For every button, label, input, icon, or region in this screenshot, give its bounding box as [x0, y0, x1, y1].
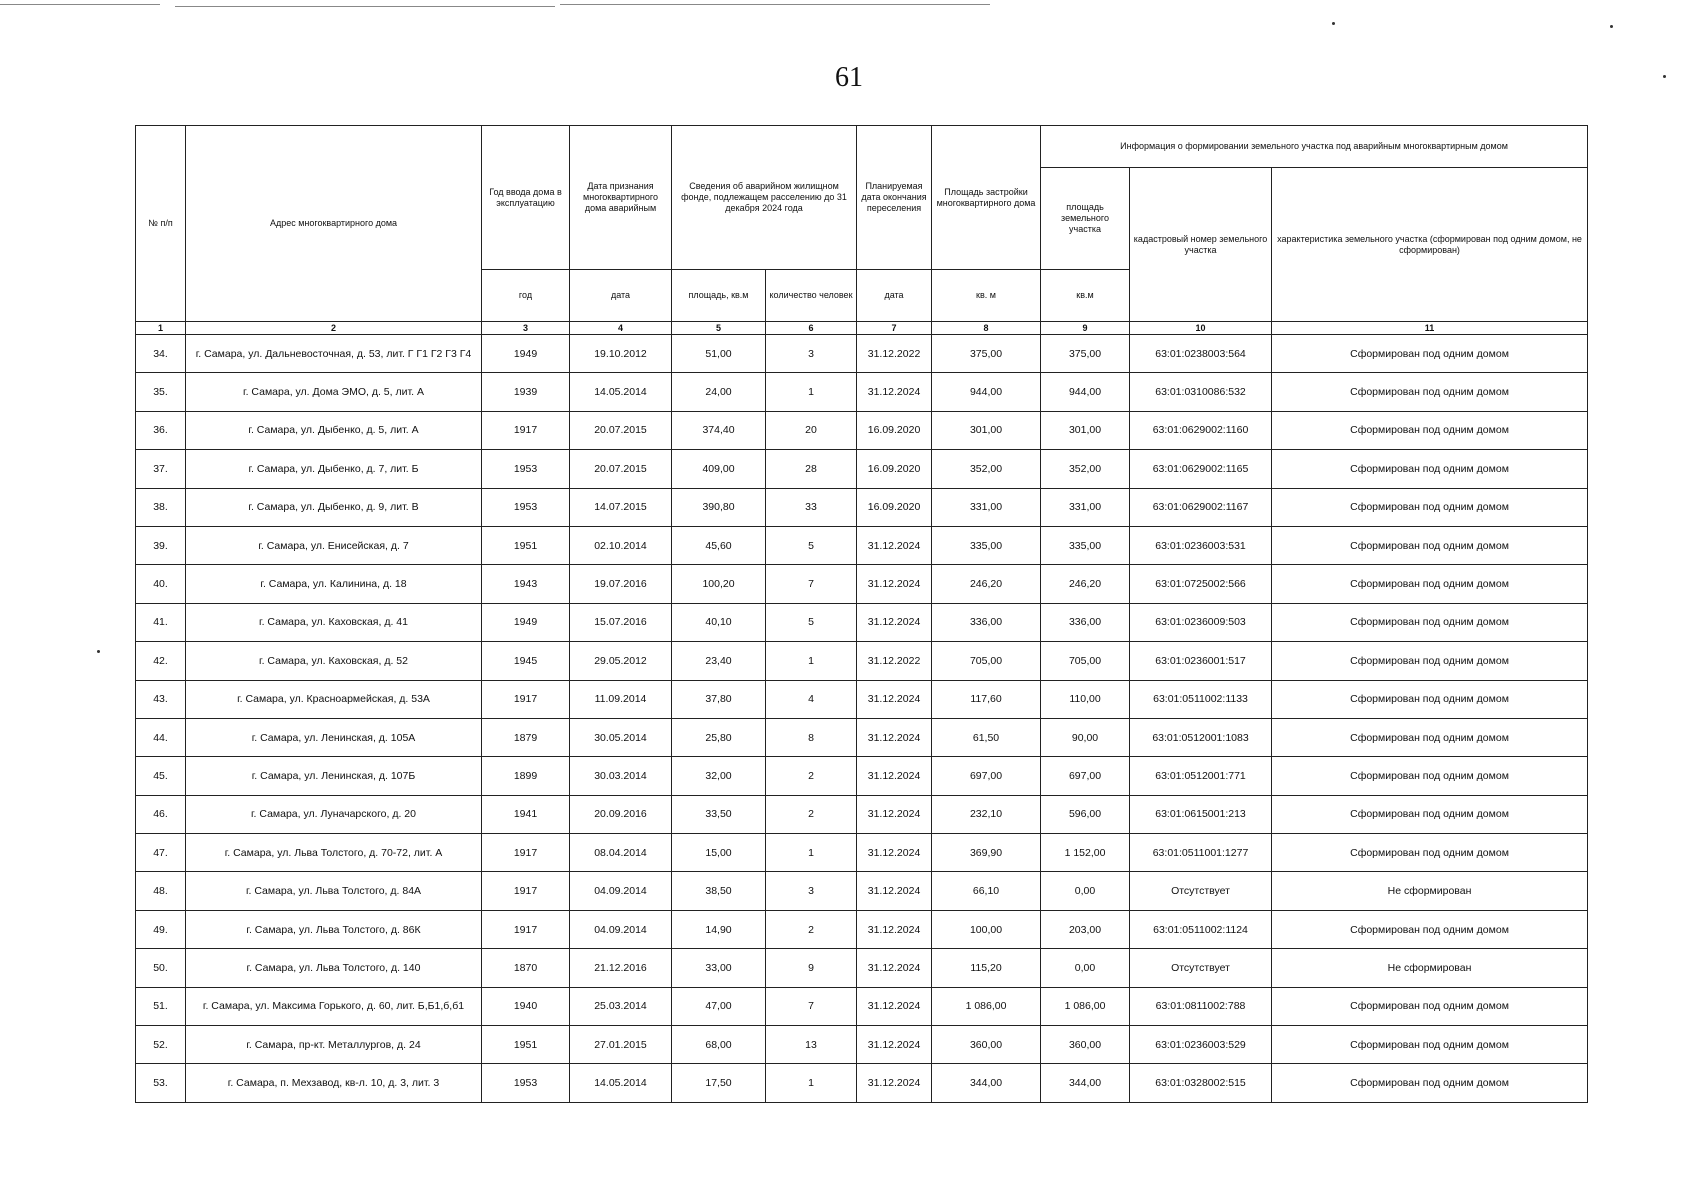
table-row [136, 718, 1588, 756]
land-status-cell: Сформирован под одним домом [1272, 488, 1588, 526]
people-count-cell: 1 [766, 373, 857, 411]
header-date-emergency: Дата признания многоквартирного дома аварийным [570, 126, 672, 270]
emergency-date-cell: 30.05.2014 [570, 718, 672, 756]
column-number: 8 [932, 322, 1041, 335]
address-cell: г. Самара, ул. Льва Толстого, д. 140 [186, 949, 482, 987]
year-cell: 1943 [482, 565, 570, 603]
emergency-date-cell: 21.12.2016 [570, 949, 672, 987]
table-row [136, 603, 1588, 641]
scan-speck [97, 650, 100, 653]
people-count-cell: 7 [766, 987, 857, 1025]
land-status-cell: Сформирован под одним домом [1272, 565, 1588, 603]
address-cell: г. Самара, ул. Ленинская, д. 105А [186, 718, 482, 756]
land-status-cell: Сформирован под одним домом [1272, 411, 1588, 449]
scan-speck [1332, 22, 1335, 25]
address-cell: г. Самара, ул. Луначарского, д. 20 [186, 795, 482, 833]
planned-date-cell: 31.12.2024 [857, 718, 932, 756]
emergency-date-cell: 19.07.2016 [570, 565, 672, 603]
row-number: 40. [136, 565, 186, 603]
land-status-cell: Сформирован под одним домом [1272, 373, 1588, 411]
year-cell: 1939 [482, 373, 570, 411]
emergency-date-cell: 29.05.2012 [570, 642, 672, 680]
area-cell: 15,00 [672, 834, 766, 872]
planned-date-cell: 31.12.2024 [857, 680, 932, 718]
table-row [136, 872, 1588, 910]
row-number: 37. [136, 450, 186, 488]
emergency-date-cell: 30.03.2014 [570, 757, 672, 795]
column-number: 3 [482, 322, 570, 335]
row-number: 52. [136, 1026, 186, 1064]
header-building-area: Площадь застройки многоквартирного дома [932, 126, 1041, 270]
header-unit-date: дата [570, 270, 672, 322]
planned-date-cell: 31.12.2024 [857, 373, 932, 411]
area-cell: 409,00 [672, 450, 766, 488]
land-status-cell: Сформирован под одним домом [1272, 526, 1588, 564]
column-number: 10 [1130, 322, 1272, 335]
cadastral-number-cell: 63:01:0629002:1165 [1130, 450, 1272, 488]
header-unit-people: количество человек [766, 270, 857, 322]
building-area-cell: 117,60 [932, 680, 1041, 718]
table-row [136, 373, 1588, 411]
people-count-cell: 2 [766, 795, 857, 833]
address-cell: г. Самара, ул. Каховская, д. 41 [186, 603, 482, 641]
table-row [136, 335, 1588, 373]
building-area-cell: 66,10 [932, 872, 1041, 910]
header-emergency-info: Сведения об аварийном жилищном фонде, подлежащем расселению до 31 декабря 2024 года [672, 126, 857, 270]
area-cell: 47,00 [672, 987, 766, 1025]
emergency-date-cell: 04.09.2014 [570, 910, 672, 948]
people-count-cell: 5 [766, 603, 857, 641]
table-row [136, 450, 1588, 488]
land-area-cell: 596,00 [1041, 795, 1130, 833]
land-area-cell: 110,00 [1041, 680, 1130, 718]
row-number: 48. [136, 872, 186, 910]
scan-artifact-line [560, 4, 990, 5]
address-cell: г. Самара, ул. Дома ЭМО, д. 5, лит. А [186, 373, 482, 411]
row-number: 43. [136, 680, 186, 718]
land-area-cell: 203,00 [1041, 910, 1130, 948]
row-number: 39. [136, 526, 186, 564]
cadastral-number-cell: Отсутствует [1130, 872, 1272, 910]
emergency-date-cell: 20.07.2015 [570, 450, 672, 488]
column-number: 11 [1272, 322, 1588, 335]
people-count-cell: 5 [766, 526, 857, 564]
address-cell: г. Самара, ул. Дальневосточная, д. 53, лит. Г Г1 Г2 Г3 Г4 [186, 335, 482, 373]
planned-date-cell: 31.12.2024 [857, 795, 932, 833]
building-area-cell: 1 086,00 [932, 987, 1041, 1025]
planned-date-cell: 31.12.2024 [857, 757, 932, 795]
land-area-cell: 360,00 [1041, 1026, 1130, 1064]
cadastral-number-cell: 63:01:0328002:515 [1130, 1064, 1272, 1103]
building-area-cell: 61,50 [932, 718, 1041, 756]
planned-date-cell: 31.12.2022 [857, 642, 932, 680]
land-status-cell: Сформирован под одним домом [1272, 987, 1588, 1025]
land-status-cell: Сформирован под одним домом [1272, 335, 1588, 373]
building-area-cell: 369,90 [932, 834, 1041, 872]
cadastral-number-cell: 63:01:0811002:788 [1130, 987, 1272, 1025]
area-cell: 32,00 [672, 757, 766, 795]
header-unit-sqm2: кв.м [1041, 270, 1130, 322]
area-cell: 40,10 [672, 603, 766, 641]
column-number: 7 [857, 322, 932, 335]
year-cell: 1951 [482, 526, 570, 564]
address-cell: г. Самара, ул. Калинина, д. 18 [186, 565, 482, 603]
year-cell: 1953 [482, 488, 570, 526]
emergency-date-cell: 27.01.2015 [570, 1026, 672, 1064]
table-row [136, 1026, 1588, 1064]
header-land-info: Информация о формировании земельного участка под аварийным многоквартирным домом [1041, 126, 1588, 168]
cadastral-number-cell: 63:01:0615001:213 [1130, 795, 1272, 833]
row-number: 47. [136, 834, 186, 872]
land-area-cell: 697,00 [1041, 757, 1130, 795]
land-status-cell: Сформирован под одним домом [1272, 718, 1588, 756]
land-area-cell: 344,00 [1041, 1064, 1130, 1103]
building-area-cell: 246,20 [932, 565, 1041, 603]
header-land-area: площадь земельного участка [1041, 168, 1130, 270]
area-cell: 38,50 [672, 872, 766, 910]
table-row [136, 680, 1588, 718]
row-number: 38. [136, 488, 186, 526]
column-number: 1 [136, 322, 186, 335]
planned-date-cell: 16.09.2020 [857, 450, 932, 488]
row-number: 42. [136, 642, 186, 680]
header-cadastral: кадастровый номер земельного участка [1130, 168, 1272, 322]
area-cell: 14,90 [672, 910, 766, 948]
scan-artifact-line [0, 4, 160, 5]
people-count-cell: 2 [766, 757, 857, 795]
header-planned-date: Планируемая дата окончания переселения [857, 126, 932, 270]
building-area-cell: 352,00 [932, 450, 1041, 488]
page-number: 61 [835, 62, 863, 93]
column-number: 5 [672, 322, 766, 335]
year-cell: 1879 [482, 718, 570, 756]
land-area-cell: 352,00 [1041, 450, 1130, 488]
people-count-cell: 4 [766, 680, 857, 718]
building-area-cell: 100,00 [932, 910, 1041, 948]
building-area-cell: 336,00 [932, 603, 1041, 641]
area-cell: 23,40 [672, 642, 766, 680]
row-number: 34. [136, 335, 186, 373]
land-area-cell: 1 152,00 [1041, 834, 1130, 872]
scan-artifact-line [175, 6, 555, 7]
land-area-cell: 336,00 [1041, 603, 1130, 641]
land-area-cell: 0,00 [1041, 872, 1130, 910]
table-row [136, 526, 1588, 564]
column-number: 4 [570, 322, 672, 335]
area-cell: 17,50 [672, 1064, 766, 1103]
building-area-cell: 232,10 [932, 795, 1041, 833]
building-area-cell: 944,00 [932, 373, 1041, 411]
column-number: 9 [1041, 322, 1130, 335]
row-number: 41. [136, 603, 186, 641]
cadastral-number-cell: 63:01:0236003:529 [1130, 1026, 1272, 1064]
area-cell: 45,60 [672, 526, 766, 564]
header-year-commission: Год ввода дома в эксплуатацию [482, 126, 570, 270]
address-cell: г. Самара, ул. Ленинская, д. 107Б [186, 757, 482, 795]
table-body [136, 335, 1588, 1103]
planned-date-cell: 16.09.2020 [857, 488, 932, 526]
area-cell: 33,00 [672, 949, 766, 987]
building-area-cell: 301,00 [932, 411, 1041, 449]
table-row [136, 488, 1588, 526]
cadastral-number-cell: 63:01:0511002:1133 [1130, 680, 1272, 718]
planned-date-cell: 31.12.2024 [857, 834, 932, 872]
year-cell: 1917 [482, 411, 570, 449]
table-row [136, 757, 1588, 795]
area-cell: 374,40 [672, 411, 766, 449]
people-count-cell: 28 [766, 450, 857, 488]
people-count-cell: 20 [766, 411, 857, 449]
emergency-date-cell: 14.05.2014 [570, 373, 672, 411]
column-number-row [136, 322, 1588, 335]
header-unit-area: площадь, кв.м [672, 270, 766, 322]
land-area-cell: 944,00 [1041, 373, 1130, 411]
row-number: 45. [136, 757, 186, 795]
header-address: Адрес многоквартирного дома [186, 126, 482, 322]
planned-date-cell: 31.12.2024 [857, 565, 932, 603]
land-area-cell: 1 086,00 [1041, 987, 1130, 1025]
address-cell: г. Самара, ул. Дыбенко, д. 7, лит. Б [186, 450, 482, 488]
planned-date-cell: 31.12.2024 [857, 910, 932, 948]
area-cell: 100,20 [672, 565, 766, 603]
header-unit-year: год [482, 270, 570, 322]
header-row-top [136, 126, 1588, 168]
year-cell: 1917 [482, 910, 570, 948]
year-cell: 1953 [482, 1064, 570, 1103]
planned-date-cell: 16.09.2020 [857, 411, 932, 449]
land-status-cell: Сформирован под одним домом [1272, 680, 1588, 718]
address-cell: г. Самара, ул. Максима Горького, д. 60, лит. Б,Б1,б,б1 [186, 987, 482, 1025]
planned-date-cell: 31.12.2024 [857, 949, 932, 987]
planned-date-cell: 31.12.2024 [857, 1026, 932, 1064]
emergency-date-cell: 14.05.2014 [570, 1064, 672, 1103]
area-cell: 33,50 [672, 795, 766, 833]
land-status-cell: Сформирован под одним домом [1272, 603, 1588, 641]
year-cell: 1949 [482, 335, 570, 373]
cadastral-number-cell: 63:01:0236003:531 [1130, 526, 1272, 564]
area-cell: 51,00 [672, 335, 766, 373]
land-area-cell: 90,00 [1041, 718, 1130, 756]
land-area-cell: 705,00 [1041, 642, 1130, 680]
table-row [136, 949, 1588, 987]
cadastral-number-cell: 63:01:0725002:566 [1130, 565, 1272, 603]
table-row [136, 642, 1588, 680]
table-row [136, 1064, 1588, 1103]
planned-date-cell: 31.12.2022 [857, 335, 932, 373]
building-area-cell: 331,00 [932, 488, 1041, 526]
people-count-cell: 7 [766, 565, 857, 603]
people-count-cell: 9 [766, 949, 857, 987]
planned-date-cell: 31.12.2024 [857, 987, 932, 1025]
emergency-date-cell: 14.07.2015 [570, 488, 672, 526]
cadastral-number-cell: 63:01:0310086:532 [1130, 373, 1272, 411]
land-area-cell: 331,00 [1041, 488, 1130, 526]
header-characteristic: характеристика земельного участка (сформирован под одним домом, не сформирован) [1272, 168, 1588, 322]
emergency-date-cell: 25.03.2014 [570, 987, 672, 1025]
emergency-date-cell: 04.09.2014 [570, 872, 672, 910]
people-count-cell: 33 [766, 488, 857, 526]
cadastral-number-cell: 63:01:0511002:1124 [1130, 910, 1272, 948]
planned-date-cell: 31.12.2024 [857, 526, 932, 564]
building-area-cell: 360,00 [932, 1026, 1041, 1064]
row-number: 53. [136, 1064, 186, 1103]
area-cell: 24,00 [672, 373, 766, 411]
land-status-cell: Сформирован под одним домом [1272, 1026, 1588, 1064]
emergency-date-cell: 20.07.2015 [570, 411, 672, 449]
emergency-date-cell: 19.10.2012 [570, 335, 672, 373]
cadastral-number-cell: 63:01:0512001:1083 [1130, 718, 1272, 756]
address-cell: г. Самара, ул. Дыбенко, д. 5, лит. А [186, 411, 482, 449]
land-area-cell: 375,00 [1041, 335, 1130, 373]
area-cell: 390,80 [672, 488, 766, 526]
building-area-cell: 697,00 [932, 757, 1041, 795]
cadastral-number-cell: 63:01:0629002:1167 [1130, 488, 1272, 526]
table-row [136, 834, 1588, 872]
scan-speck [1610, 25, 1613, 28]
row-number: 51. [136, 987, 186, 1025]
people-count-cell: 3 [766, 335, 857, 373]
year-cell: 1917 [482, 872, 570, 910]
header-num: № п/п [136, 126, 186, 322]
cadastral-number-cell: Отсутствует [1130, 949, 1272, 987]
people-count-cell: 3 [766, 872, 857, 910]
people-count-cell: 1 [766, 834, 857, 872]
address-cell: г. Самара, ул. Каховская, д. 52 [186, 642, 482, 680]
land-status-cell: Сформирован под одним домом [1272, 834, 1588, 872]
row-number: 35. [136, 373, 186, 411]
address-cell: г. Самара, ул. Льва Толстого, д. 86К [186, 910, 482, 948]
building-area-cell: 705,00 [932, 642, 1041, 680]
row-number: 44. [136, 718, 186, 756]
cadastral-number-cell: 63:01:0511001:1277 [1130, 834, 1272, 872]
land-area-cell: 301,00 [1041, 411, 1130, 449]
land-area-cell: 0,00 [1041, 949, 1130, 987]
address-cell: г. Самара, пр-кт. Металлургов, д. 24 [186, 1026, 482, 1064]
year-cell: 1951 [482, 1026, 570, 1064]
year-cell: 1870 [482, 949, 570, 987]
emergency-date-cell: 20.09.2016 [570, 795, 672, 833]
area-cell: 68,00 [672, 1026, 766, 1064]
planned-date-cell: 31.12.2024 [857, 872, 932, 910]
column-number: 6 [766, 322, 857, 335]
planned-date-cell: 31.12.2024 [857, 1064, 932, 1103]
emergency-housing-table [135, 125, 1588, 1103]
people-count-cell: 1 [766, 1064, 857, 1103]
land-area-cell: 335,00 [1041, 526, 1130, 564]
year-cell: 1953 [482, 450, 570, 488]
table-row [136, 795, 1588, 833]
cadastral-number-cell: 63:01:0512001:771 [1130, 757, 1272, 795]
cadastral-number-cell: 63:01:0236009:503 [1130, 603, 1272, 641]
cadastral-number-cell: 63:01:0629002:1160 [1130, 411, 1272, 449]
row-number: 36. [136, 411, 186, 449]
address-cell: г. Самара, п. Мехзавод, кв-л. 10, д. 3, лит. 3 [186, 1064, 482, 1103]
table-row [136, 411, 1588, 449]
emergency-date-cell: 11.09.2014 [570, 680, 672, 718]
people-count-cell: 13 [766, 1026, 857, 1064]
building-area-cell: 344,00 [932, 1064, 1041, 1103]
address-cell: г. Самара, ул. Енисейская, д. 7 [186, 526, 482, 564]
land-status-cell: Сформирован под одним домом [1272, 450, 1588, 488]
area-cell: 37,80 [672, 680, 766, 718]
people-count-cell: 8 [766, 718, 857, 756]
address-cell: г. Самара, ул. Красноармейская, д. 53А [186, 680, 482, 718]
land-status-cell: Сформирован под одним домом [1272, 642, 1588, 680]
year-cell: 1945 [482, 642, 570, 680]
area-cell: 25,80 [672, 718, 766, 756]
year-cell: 1917 [482, 834, 570, 872]
year-cell: 1917 [482, 680, 570, 718]
row-number: 46. [136, 795, 186, 833]
year-cell: 1899 [482, 757, 570, 795]
land-status-cell: Не сформирован [1272, 872, 1588, 910]
land-status-cell: Не сформирован [1272, 949, 1588, 987]
people-count-cell: 1 [766, 642, 857, 680]
address-cell: г. Самара, ул. Дыбенко, д. 9, лит. В [186, 488, 482, 526]
land-status-cell: Сформирован под одним домом [1272, 757, 1588, 795]
building-area-cell: 115,20 [932, 949, 1041, 987]
land-area-cell: 246,20 [1041, 565, 1130, 603]
people-count-cell: 2 [766, 910, 857, 948]
land-status-cell: Сформирован под одним домом [1272, 795, 1588, 833]
cadastral-number-cell: 63:01:0238003:564 [1130, 335, 1272, 373]
address-cell: г. Самара, ул. Льва Толстого, д. 84А [186, 872, 482, 910]
year-cell: 1940 [482, 987, 570, 1025]
header-unit-date2: дата [857, 270, 932, 322]
table-row [136, 987, 1588, 1025]
building-area-cell: 375,00 [932, 335, 1041, 373]
emergency-date-cell: 08.04.2014 [570, 834, 672, 872]
column-number: 2 [186, 322, 482, 335]
planned-date-cell: 31.12.2024 [857, 603, 932, 641]
land-status-cell: Сформирован под одним домом [1272, 1064, 1588, 1103]
emergency-date-cell: 02.10.2014 [570, 526, 672, 564]
row-number: 50. [136, 949, 186, 987]
address-cell: г. Самара, ул. Льва Толстого, д. 70-72, лит. А [186, 834, 482, 872]
land-status-cell: Сформирован под одним домом [1272, 910, 1588, 948]
emergency-date-cell: 15.07.2016 [570, 603, 672, 641]
year-cell: 1941 [482, 795, 570, 833]
row-number: 49. [136, 910, 186, 948]
cadastral-number-cell: 63:01:0236001:517 [1130, 642, 1272, 680]
header-unit-sqm: кв. м [932, 270, 1041, 322]
table-row [136, 910, 1588, 948]
table-row [136, 565, 1588, 603]
year-cell: 1949 [482, 603, 570, 641]
building-area-cell: 335,00 [932, 526, 1041, 564]
